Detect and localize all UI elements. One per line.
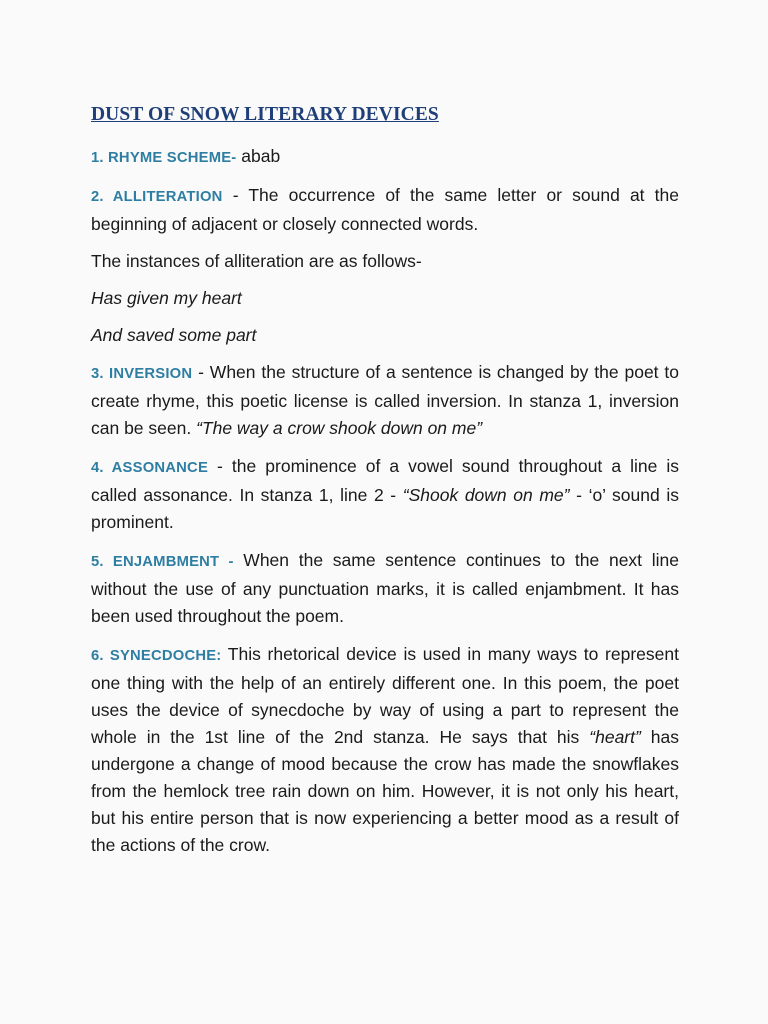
alliteration-example: Has given my heart <box>91 288 242 308</box>
section-enjambment <box>91 547 679 630</box>
section-quote: “Shook down on me” <box>402 485 570 505</box>
section-text: - When the structure of a sentence is changed by the poet to create rhyme, this poetic license is called inversion. In stanza 1, inversion can be seen. <box>91 362 679 438</box>
alliteration-intro: The instances of alliteration are as follows- <box>91 251 422 271</box>
section-assonance <box>91 453 679 536</box>
section-heading: 2. ALLITERATION <box>91 189 223 205</box>
section-text: has undergone a change of mood because the crow has made the snowflakes from the hemlock tree rain down on him. However, it is not only his heart, but his entire person that is now experiencing a better mood as a result of the actions of the crow. <box>91 727 680 855</box>
section-inversion <box>91 359 679 442</box>
section-heading: 1. RHYME SCHEME- <box>91 150 237 166</box>
section-quote: “heart” <box>589 727 641 747</box>
section-text: When the same sentence continues to the next line without the use of any punctuation marks, it is called enjambment. It has been used throughout the poem. <box>91 550 679 626</box>
section-text: abab <box>236 146 281 166</box>
section-text: - ‘o’ sound is prominent. <box>91 485 679 532</box>
section-heading: 6. SYNECDOCHE: <box>91 648 222 664</box>
section-synecdoche <box>91 641 679 859</box>
section-rhyme-scheme <box>91 143 679 172</box>
section-heading: 5. ENJAMBMENT - <box>91 554 234 570</box>
section-alliteration <box>91 182 679 238</box>
alliteration-example: And saved some part <box>91 325 257 345</box>
section-heading: 4. ASSONANCE <box>91 460 209 476</box>
section-quote: “The way a crow shook down on me” <box>196 418 483 438</box>
section-text: - The occurrence of the same letter or sound at the beginning of adjacent or closely connected words. <box>91 185 679 234</box>
page-title: DUST OF SNOW LITERARY DEVICES <box>91 104 439 125</box>
section-text: - the prominence of a vowel sound throughout a line is called assonance. In stanza 1, line 2 - <box>91 456 679 505</box>
section-text: This rhetorical device is used in many ways to represent one thing with the help of an entirely different one. In this poem, the poet uses the device of synecdoche by way of using a part to represent the whole in the 1st line of the 2nd stanza. He says that his <box>91 644 679 747</box>
section-heading: 3. INVERSION <box>91 366 193 382</box>
